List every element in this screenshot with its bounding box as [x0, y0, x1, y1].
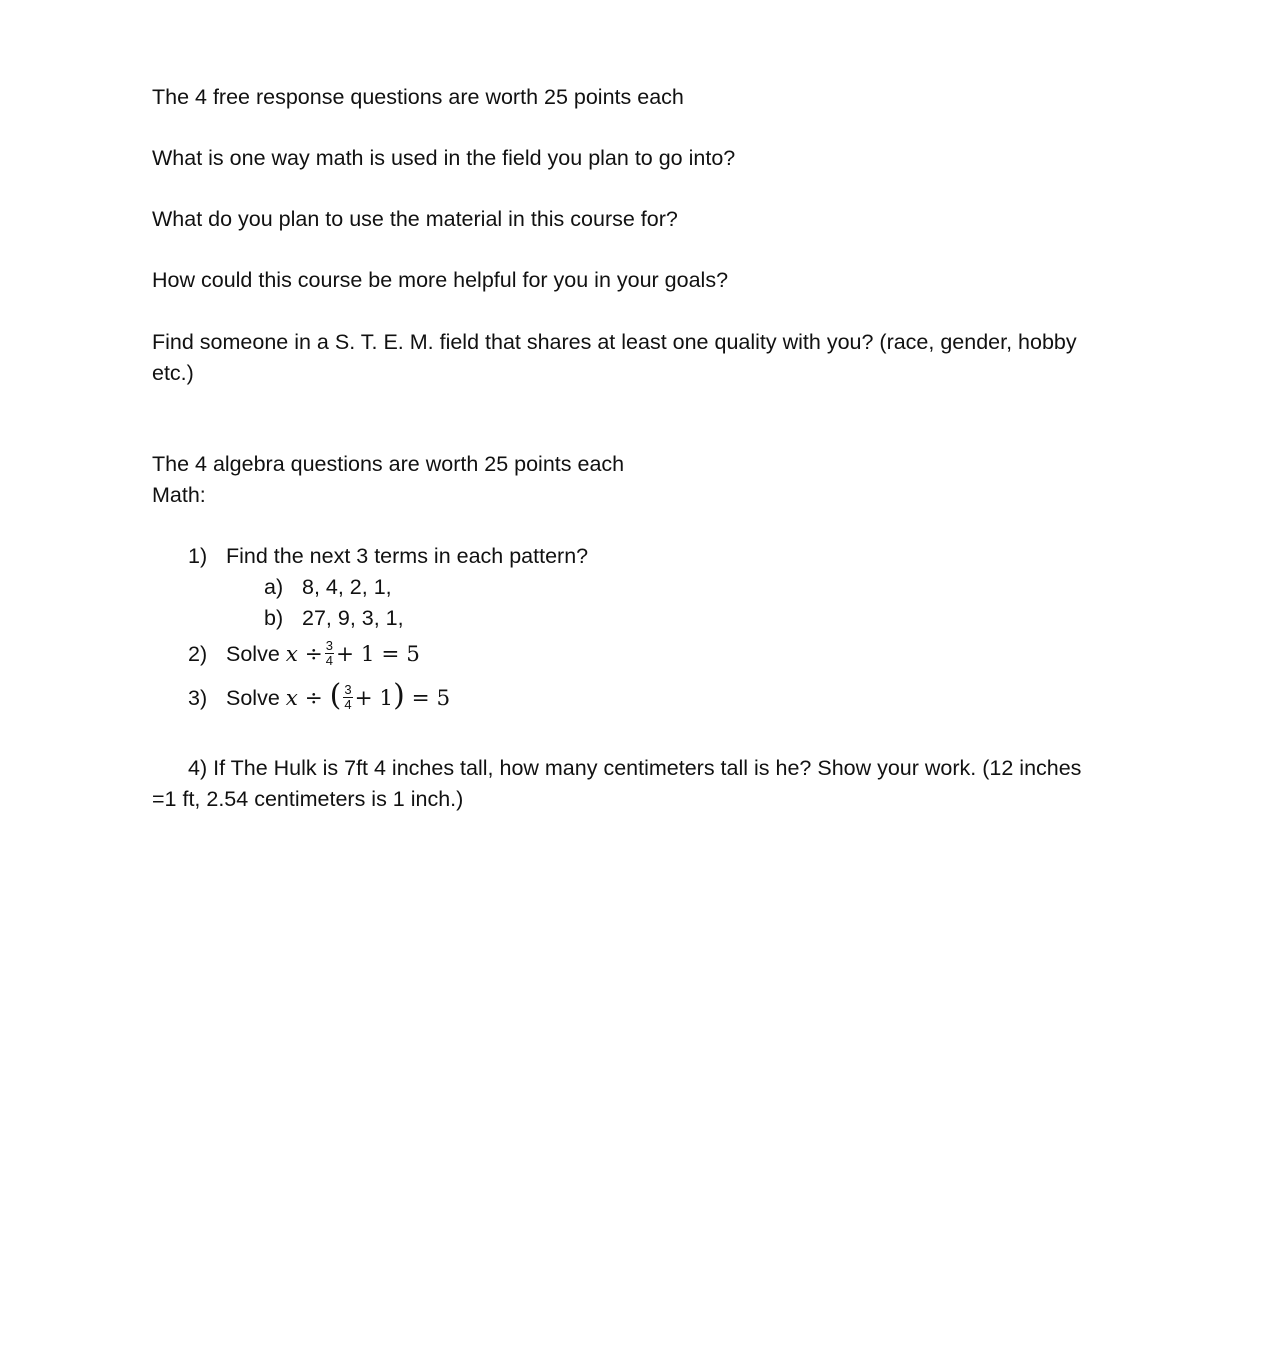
equation-rest: = 5 — [411, 686, 451, 711]
question-number: 2) — [188, 642, 208, 666]
free-response-question-3: How could this course be more helpful for you in your goals? — [152, 268, 729, 292]
sub-item-text: 27, 9, 3, 1, — [302, 606, 404, 630]
divide-sign: ÷ — [304, 686, 323, 711]
inner-expression: + 1 — [354, 686, 394, 711]
free-response-question-2: What do you plan to use the material in this course for? — [152, 207, 678, 231]
equation — [285, 678, 451, 713]
question-number: 1) — [188, 544, 208, 568]
algebra-heading: The 4 algebra questions are worth 25 points each — [152, 452, 625, 476]
solve-label: Solve — [226, 686, 280, 710]
fraction-denominator: 4 — [344, 696, 352, 712]
question-number: 3) — [188, 686, 208, 710]
free-response-heading: The 4 free response questions are worth 25 points each — [152, 85, 684, 109]
sub-item-text: 8, 4, 2, 1, — [302, 575, 392, 599]
algebra-question-3 — [188, 678, 451, 714]
fraction — [325, 639, 334, 668]
equation-rest: + 1 = 5 — [336, 642, 420, 667]
question-text: Find the next 3 terms in each pattern? — [226, 544, 589, 568]
variable-x: x — [285, 642, 298, 667]
fraction-denominator: 4 — [325, 652, 334, 668]
algebra-question-1b — [264, 603, 404, 634]
solve-label: Solve — [226, 642, 280, 666]
algebra-question-1a — [264, 572, 392, 603]
variable-x: x — [285, 686, 298, 711]
math-label: Math: — [152, 483, 206, 507]
left-paren: ( — [329, 678, 342, 713]
fraction-numerator: 3 — [344, 681, 352, 697]
free-response-question-4: Find someone in a S. T. E. M. field that shares at least one quality with you? (race, gender, hobby etc.) — [152, 330, 1077, 385]
free-response-question-1: What is one way math is used in the field you plan to go into? — [152, 146, 736, 170]
fraction-numerator: 3 — [325, 637, 334, 653]
sub-item-label: a) — [264, 575, 284, 599]
algebra-question-1 — [188, 541, 588, 572]
right-paren: ) — [393, 678, 405, 713]
equation — [285, 637, 420, 668]
algebra-question-2 — [188, 639, 420, 670]
sub-item-label: b) — [264, 606, 284, 630]
fraction — [343, 683, 352, 712]
algebra-question-4: 4) If The Hulk is 7ft 4 inches tall, how many centimeters tall is he? Show your work. (12 inches =1 ft, 2.54 centimeters is 1 inch.) — [152, 756, 1082, 811]
divide-sign: ÷ — [304, 642, 323, 667]
